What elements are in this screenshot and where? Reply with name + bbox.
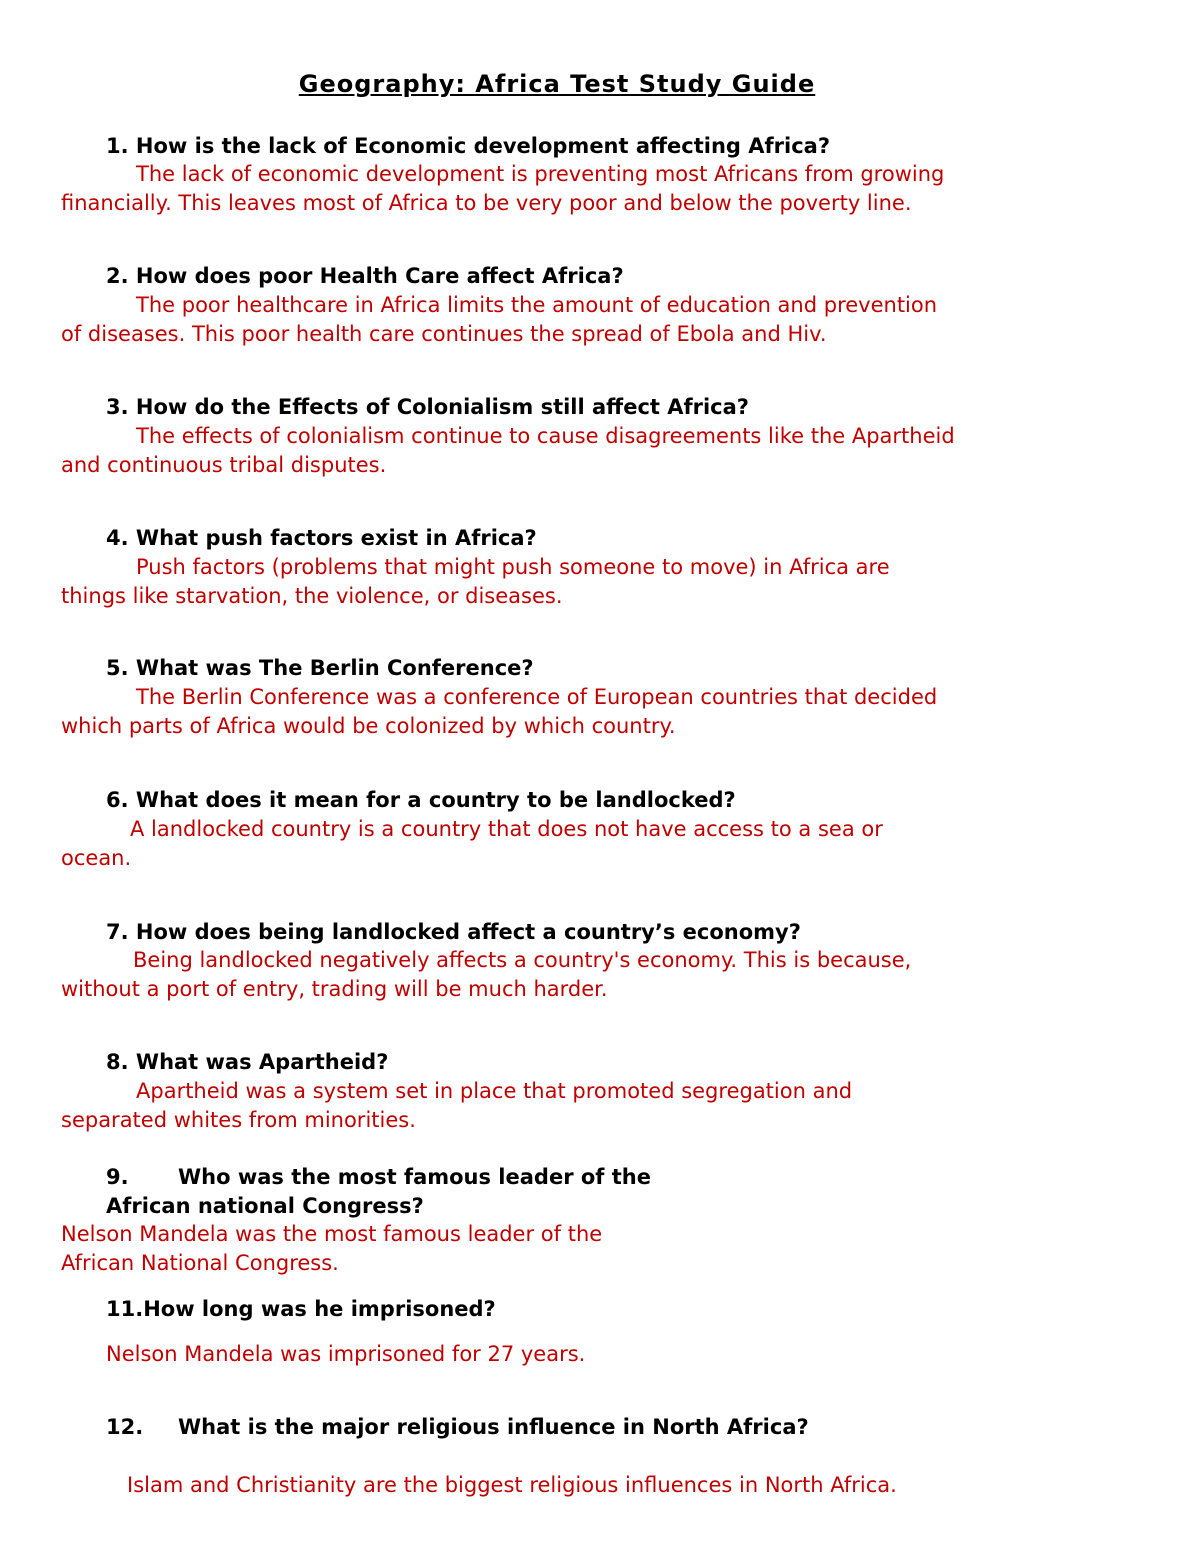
answer-6 — [61, 815, 1061, 873]
answer-line: and continuous tribal disputes. — [61, 453, 387, 477]
question-line: Who was the most famous leader of the — [178, 1165, 651, 1189]
answer-7 — [61, 946, 1061, 1004]
answer-5 — [61, 683, 1061, 741]
answer-line: Nelson Mandela was the most famous leader of the — [61, 1222, 603, 1246]
answer-line: A landlocked country is a country that does not have access to a sea or — [130, 817, 883, 841]
answer-line: which parts of Africa would be colonized by which country. — [61, 714, 676, 738]
answer-line: The effects of colonialism continue to cause disagreements like the Apartheid — [136, 424, 955, 448]
question-4: 4. What push factors exist in Africa? — [106, 526, 537, 550]
answer-line: The Berlin Conference was a conference of European countries that decided — [136, 685, 938, 709]
answer-4 — [61, 553, 1061, 611]
answer-line: ocean. — [61, 846, 132, 870]
answer-11 — [106, 1340, 1106, 1369]
question-5: 5. What was The Berlin Conference? — [106, 656, 534, 680]
answer-line: The lack of economic development is preventing most Africans from growing — [136, 162, 945, 186]
answer-line: Nelson Mandela was imprisoned for 27 years. — [106, 1342, 586, 1366]
answer-line: The poor healthcare in Africa limits the amount of education and prevention — [136, 293, 938, 317]
answer-9 — [61, 1220, 1061, 1278]
question-number: 9. — [106, 1165, 129, 1189]
answer-line: without a port of entry, trading will be much harder. — [61, 977, 608, 1001]
question-8: 8. What was Apartheid? — [106, 1050, 389, 1074]
question-1: 1. How is the lack of Economic development affecting Africa? — [106, 134, 831, 158]
answer-1 — [61, 160, 1061, 218]
question-text: What is the major religious influence in North Africa? — [178, 1415, 809, 1439]
answer-line: separated whites from minorities. — [61, 1108, 416, 1132]
answer-line: Push factors (problems that might push someone to move) in Africa are — [136, 555, 890, 579]
question-12 — [106, 1413, 809, 1442]
answer-3 — [61, 422, 1061, 480]
answer-line: Being landlocked negatively affects a country's economy. This is because, — [133, 948, 912, 972]
answer-8 — [61, 1077, 1061, 1135]
answer-line: of diseases. This poor health care continues the spread of Ebola and Hiv. — [61, 322, 827, 346]
answer-line: Apartheid was a system set in place that promoted segregation and — [136, 1079, 853, 1103]
question-7: 7. How does being landlocked affect a country’s economy? — [106, 920, 801, 944]
answer-line: Islam and Christianity are the biggest religious influences in North Africa. — [127, 1473, 897, 1497]
question-3: 3. How do the Effects of Colonialism still affect Africa? — [106, 395, 749, 419]
answer-line: financially. This leaves most of Africa to be very poor and below the poverty line. — [61, 191, 912, 215]
answer-2 — [61, 291, 1061, 349]
question-9 — [106, 1163, 651, 1221]
question-2: 2. How does poor Health Care affect Africa? — [106, 264, 624, 288]
question-11: 11.How long was he imprisoned? — [106, 1297, 496, 1321]
question-line: African national Congress? — [106, 1194, 424, 1218]
answer-12 — [127, 1471, 1127, 1500]
answer-line: African National Congress. — [61, 1251, 339, 1275]
question-6: 6. What does it mean for a country to be landlocked? — [106, 788, 736, 812]
page-title: Geography: Africa Test Study Guide — [298, 70, 816, 98]
answer-line: things like starvation, the violence, or diseases. — [61, 584, 563, 608]
question-number: 12. — [106, 1415, 144, 1439]
